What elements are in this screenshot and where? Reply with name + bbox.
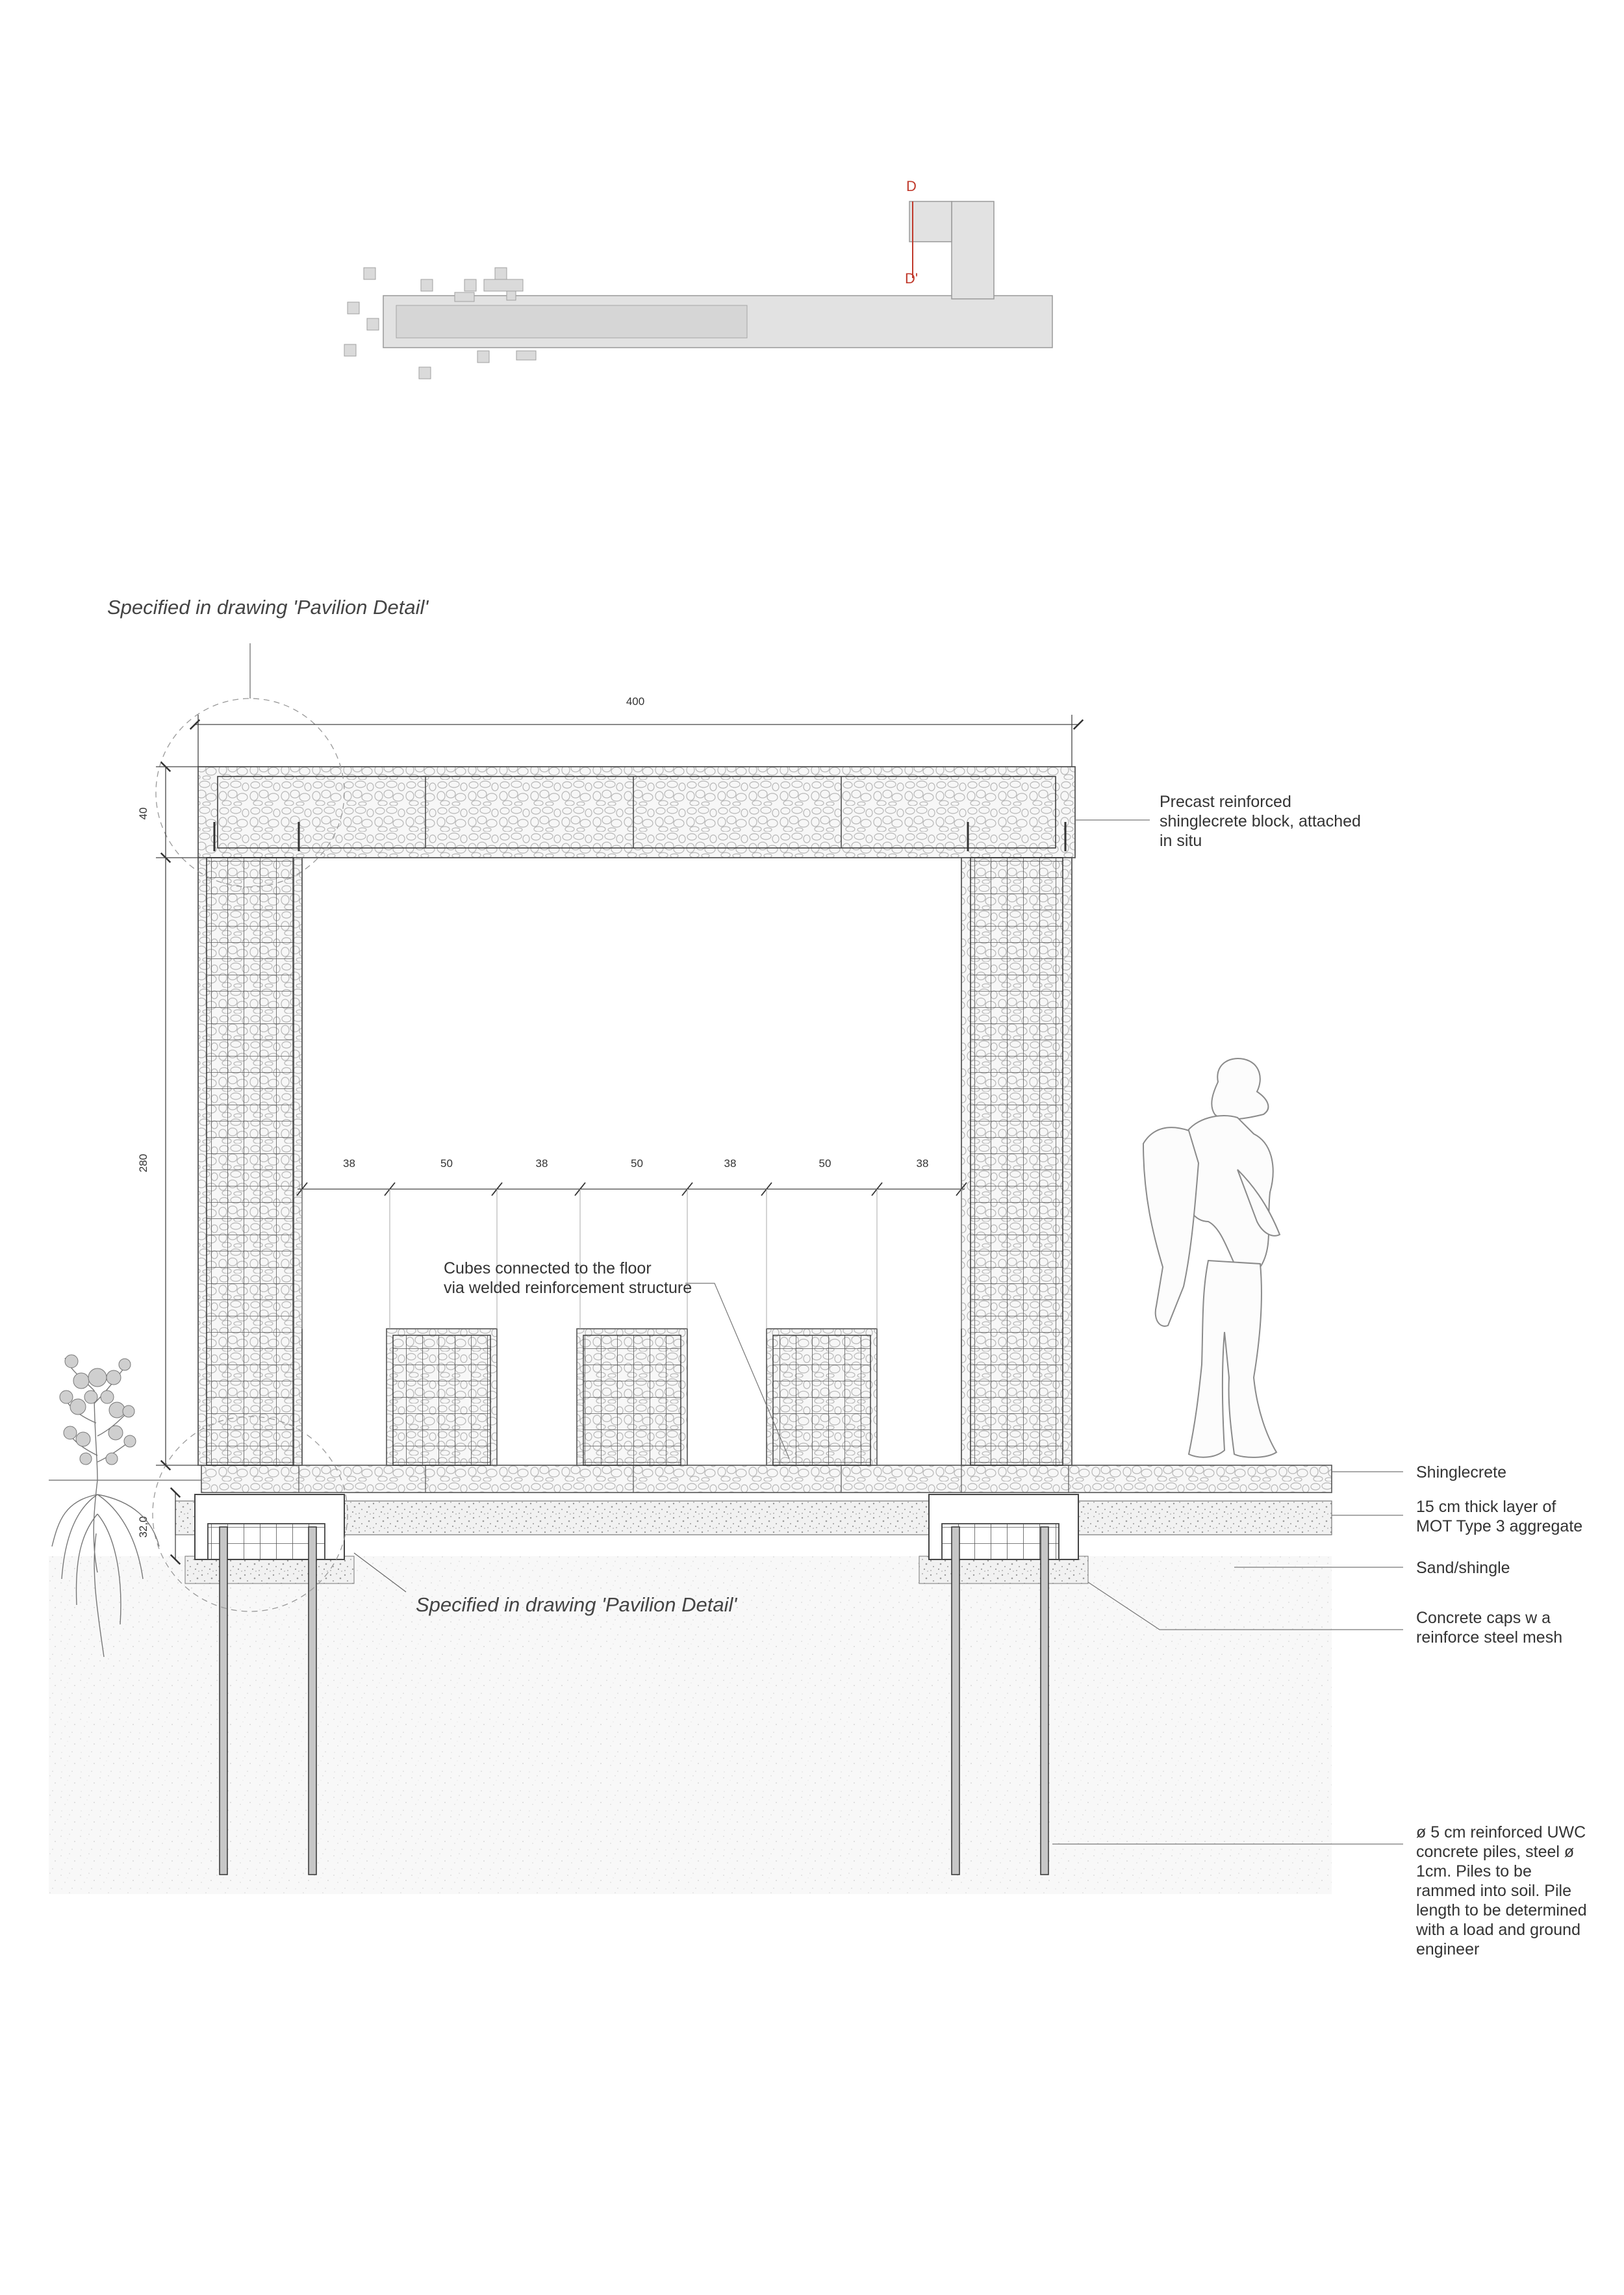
spacing-label-6: 50 xyxy=(818,1157,831,1170)
section-label-start: D xyxy=(906,178,917,194)
svg-text:reinforce steel mesh: reinforce steel mesh xyxy=(1416,1628,1563,1647)
svg-text:Precast reinforced: Precast reinforced xyxy=(1160,793,1291,811)
dimension-foundation-depth: 32,0 xyxy=(137,1516,149,1538)
spacing-label-7: 38 xyxy=(916,1157,929,1170)
svg-text:concrete piles, steel ø: concrete piles, steel ø xyxy=(1416,1843,1575,1861)
svg-text:15 cm thick layer of: 15 cm thick layer of xyxy=(1416,1498,1556,1516)
svg-text:Sand/shingle: Sand/shingle xyxy=(1416,1559,1510,1577)
svg-text:shinglecrete block, attached: shinglecrete block, attached xyxy=(1160,812,1361,830)
cubes-note-line-1: Cubes connected to the floor xyxy=(444,1259,652,1277)
cube-1 xyxy=(387,1329,497,1465)
spacing-label-1: 38 xyxy=(343,1157,355,1170)
svg-text:ø 5 cm reinforced UWC: ø 5 cm reinforced UWC xyxy=(1416,1823,1586,1841)
aggregate-layer xyxy=(175,1501,1332,1535)
detail-reference-bottom: Specified in drawing 'Pavilion Detail' xyxy=(416,1593,737,1616)
pile-right-a xyxy=(952,1527,959,1875)
annotation-piles xyxy=(1415,1823,1587,1958)
annotation-aggregate xyxy=(1416,1498,1582,1535)
spacing-labels xyxy=(343,1157,928,1170)
svg-text:engineer: engineer xyxy=(1416,1940,1480,1958)
svg-text:Shinglecrete: Shinglecrete xyxy=(1416,1463,1506,1481)
spacing-label-5: 38 xyxy=(724,1157,737,1170)
spacing-label-4: 50 xyxy=(631,1157,643,1170)
key-plan xyxy=(344,178,1052,379)
annotation-sand xyxy=(1416,1559,1510,1577)
spacing-label-3: 38 xyxy=(535,1157,548,1170)
cap-bedding-right xyxy=(919,1556,1088,1583)
spacing-label-2: 50 xyxy=(440,1157,453,1170)
pile-left-a xyxy=(220,1527,227,1875)
annotation-precast-block xyxy=(1160,793,1361,850)
dimension-beam-height: 40 xyxy=(137,807,149,820)
dimension-column-height: 280 xyxy=(137,1153,149,1173)
annotation-caps xyxy=(1416,1609,1562,1647)
svg-text:length to be determined: length to be determined xyxy=(1416,1901,1587,1919)
floor-slab xyxy=(201,1465,1332,1493)
section-label-end: D' xyxy=(904,270,919,287)
dimension-overall-width: 400 xyxy=(626,695,645,708)
detail-reference-top: Specified in drawing 'Pavilion Detail' xyxy=(107,596,429,619)
cubes-note-line-2: via welded reinforcement structure xyxy=(444,1279,692,1297)
annotation-shinglecrete xyxy=(1416,1463,1506,1481)
top-beam xyxy=(198,767,1075,858)
svg-text:in situ: in situ xyxy=(1160,832,1202,850)
cubes xyxy=(387,1329,877,1465)
pile-left-b xyxy=(309,1527,316,1875)
pile-right-b xyxy=(1041,1527,1048,1875)
svg-text:rammed into soil. Pile: rammed into soil. Pile xyxy=(1416,1882,1571,1900)
svg-text:1cm. Piles to be: 1cm. Piles to be xyxy=(1416,1862,1532,1880)
cube-2 xyxy=(577,1329,687,1465)
svg-text:with a load and ground: with a load and ground xyxy=(1416,1921,1580,1939)
svg-text:Concrete caps w a: Concrete caps w a xyxy=(1416,1609,1551,1627)
human-figure-icon xyxy=(1143,1058,1280,1457)
cap-bedding-left xyxy=(185,1556,354,1583)
svg-text:MOT Type 3 aggregate: MOT Type 3 aggregate xyxy=(1416,1517,1583,1535)
